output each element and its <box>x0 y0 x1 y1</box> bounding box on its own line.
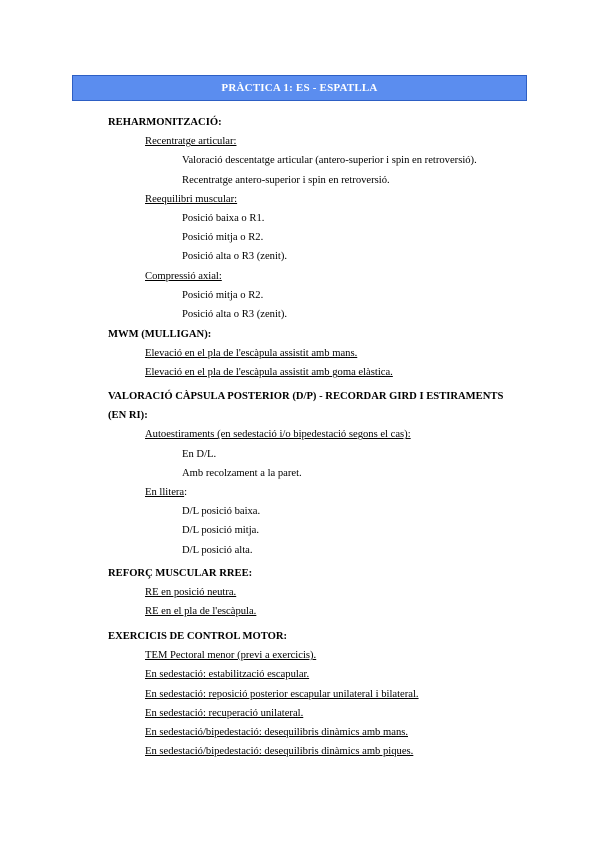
item-label: Compressió axial: <box>145 270 222 282</box>
item-label: En sedestació: recuperació unilateral. <box>145 707 304 719</box>
item-label: RE en el pla de l'escàpula. <box>145 606 257 618</box>
item-label: En llitera <box>145 487 185 498</box>
sub-item-text: Posició alta o R3 (zenit). <box>182 251 288 263</box>
sub-item-text: Recentratge antero-superior i spin en retroversió. <box>182 174 390 186</box>
section-title: REHARMONITZACIÓ: <box>108 117 222 128</box>
sub-item-text: D/L posició baixa. <box>182 506 261 518</box>
item-label: TEM Pectoral menor (previ a exercicis). <box>145 650 317 662</box>
sub-item-text: Posició baixa o R1. <box>182 213 265 224</box>
sub-item-text: En D/L. <box>182 448 217 460</box>
item-label: RE en posició neutra. <box>145 587 237 599</box>
sub-item-text: Posició mitja o R2. <box>182 232 264 244</box>
sub-item-text: D/L posició alta. <box>182 544 253 556</box>
section-title: MWM (MULLIGAN): <box>108 329 212 340</box>
sub-item-text: Posició alta o R3 (zenit). <box>182 309 288 320</box>
sub-item-text: Posició mitja o R2. <box>182 289 264 301</box>
item-label: En sedestació: reposició posterior escapular unilateral i bilateral. <box>145 688 419 700</box>
title-banner <box>72 75 527 101</box>
item-label: Reequilibri muscular: <box>145 193 238 205</box>
item-label: En sedestació/bipedestació: desequilibris dinàmics amb mans. <box>145 727 409 738</box>
item-label: Autoestiraments (en sedestació i/o bipedestació segons el cas): <box>145 429 411 441</box>
item-label: Recentratge articular: <box>145 136 237 148</box>
sub-item-text: D/L posició mitja. <box>182 525 259 537</box>
section-title-continuation: (EN RI): <box>108 410 148 422</box>
section-title: EXERCICIS DE CONTROL MOTOR: <box>108 631 288 642</box>
item-label: Elevació en el pla de l'escàpula assistit amb goma elàstica. <box>145 367 393 379</box>
section-title: VALORACIÓ CÀPSULA POSTERIOR (D/P) - RECORDAR GIRD I ESTIRAMENTS <box>108 391 504 402</box>
section-title: REFORÇ MUSCULAR RREE: <box>108 568 253 579</box>
item-label: Elevació en el pla de l'escàpula assistit amb mans. <box>145 348 358 360</box>
item-suffix: : <box>184 487 188 498</box>
item-label: En sedestació: estabilització escapular. <box>145 669 310 681</box>
sub-item-text: Valoració descentatge articular (antero-superior i spin en retroversió). <box>182 155 477 167</box>
sub-item-text: Amb recolzament a la paret. <box>182 467 302 479</box>
item-label: En sedestació/bipedestació: desequilibris dinàmics amb piques. <box>145 746 414 758</box>
page-title: PRÀCTICA 1: ES - ESPATLLA <box>221 82 378 94</box>
